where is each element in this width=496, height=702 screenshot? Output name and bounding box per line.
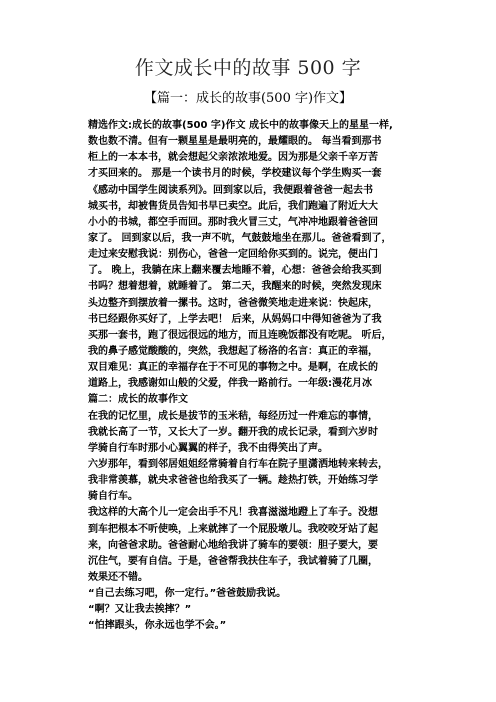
- body-line: 数也数不清。但有一颗星星是最明亮的，最耀眼的。 每当看到那书: [88, 136, 382, 148]
- body-line: 书已经跟你买好了，上学去吧！ 后来，从妈妈口中得知爸爸为了我: [88, 313, 382, 325]
- body-line: 到车把根本不听使唤，上来就摔了一个屁股墩儿。我咬咬牙站了起: [88, 523, 378, 535]
- body-line: 柜上的一本本书，就会想起父亲浓浓地爱。因为那是父亲千辛万苦: [88, 152, 378, 164]
- body-line: 《感动中国学生阅读系列》。回到家以后，我便跟着爸爸一起去书: [88, 184, 373, 196]
- body-line: 家了。 回到家以后，我一声不吭，气鼓鼓地坐在那儿。爸爸看到了，: [88, 232, 392, 244]
- document-body: [88, 118, 440, 635]
- body-line: 骑自行车。: [88, 491, 138, 503]
- body-line: 书吗？想着想着，就睡着了。 第二天，我醒来的时候，突然发现床: [88, 281, 382, 293]
- body-line: 我这样的大高个儿一定会出手不凡！我喜滋滋地蹬上了车子。没想: [88, 507, 378, 519]
- body-line: 我非常羡慕，就央求爸爸也给我买了一辆。趁热打铁，开始练习学: [88, 475, 378, 487]
- body-line: “啊？又让我去挨摔？”: [88, 604, 192, 616]
- body-line: 买那一套书，跑了很远很远的地方，而且连晚饭都没有吃呢。 听后，: [88, 329, 392, 341]
- body-line: 六岁那年，看到邻居姐姐经常骑着自行车在院子里潇洒地转来转去，: [88, 458, 388, 470]
- body-line: 我就长高了一节，又长大了一岁。翻开我的成长记录，看到六岁时: [88, 426, 378, 438]
- body-line: 了。 晚上，我躺在床上翻来覆去地睡不着，心想：爸爸会给我买到: [88, 265, 382, 277]
- body-line: “怕摔跟头，你永远也学不会。”: [88, 620, 227, 632]
- document-title: 作文成长中的故事 500 字: [134, 57, 362, 79]
- body-line: 我的鼻子感觉酸酸的，突然，我想起了杨洛的名言：真正的幸福，: [88, 345, 378, 357]
- body-line: 双目难见：真正的幸福存在于不可见的事物之中。是啊，在成长的: [88, 362, 378, 374]
- body-line: 精选作文:成长的故事(500 字)作文 成长中的故事像天上的星星一样,: [88, 120, 393, 131]
- body-line: “自己去练习吧，你一定行。”爸爸鼓励我说。: [88, 588, 287, 600]
- body-line: 城买书，却被售货员告知书早已卖空。此后，我们跑遍了附近大大: [88, 200, 378, 212]
- body-line: 道路上，我感谢如山般的父爱，伴我一路前行。一年级:漫花月冰: [88, 378, 372, 390]
- body-line: 篇二：成长的故事作文: [88, 394, 188, 406]
- body-line: 在我的记忆里，成长是拔节的玉米秸，每经历过一件难忘的事情，: [88, 410, 378, 422]
- body-line: 沉住气，要有自信。于是，爸爸帮我扶住车子，我试着骑了几圈，: [88, 555, 378, 567]
- document-subtitle: 【篇一：成长的故事(500 字)作文】: [143, 91, 353, 106]
- body-line: 学骑自行车时那小心翼翼的样子，我不由得笑出了声。: [88, 442, 328, 454]
- body-line: 才买回来的。 那是一个读书月的时候，学校建议每个学生购买一套: [88, 168, 382, 180]
- body-line: 效果还不错。: [88, 571, 148, 583]
- body-line: 小小的书城，都空手而回。那时我火冒三丈，气冲冲地跟着爸爸回: [88, 216, 378, 228]
- body-line: 来，向爸爸求助。爸爸耐心地给我讲了骑车的要领：胆子要大，要: [88, 539, 378, 551]
- body-line: 头边整齐到摆放着一摞书。这时，爸爸微笑地走进来说：快起床，: [88, 297, 378, 309]
- body-line: 走过来安慰我说：别伤心，爸爸一定回给你买到的。说完，便出门: [88, 249, 378, 261]
